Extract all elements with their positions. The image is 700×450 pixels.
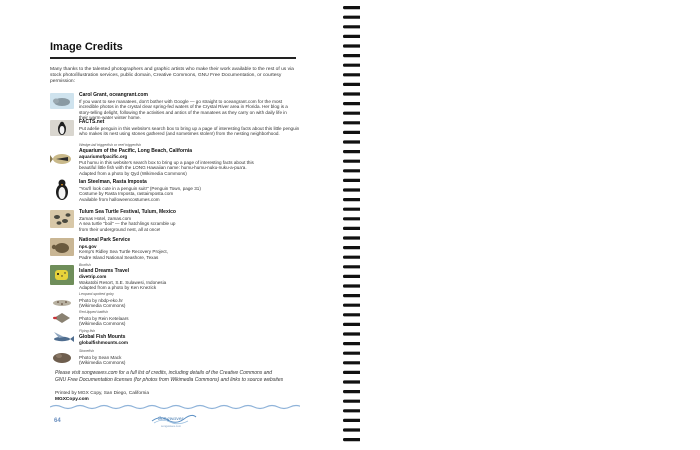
- credit-caption: Flying fish: [79, 329, 96, 333]
- spiral-binding: [342, 0, 362, 450]
- credit-caption: Wedge-tail triggerfish or reef triggerfish: [79, 143, 142, 147]
- credit-line: Adapted from a photo by Ken Knezick: [79, 285, 157, 291]
- credit-line: Available from halloweencostumes.com: [79, 196, 160, 202]
- credit-line: incredible photos in the crystal clear spring-fed waters of the Crystal River area in Florida. Her blog is a: [79, 104, 288, 110]
- credit-name: National Park Service: [79, 237, 131, 243]
- spiral-loop: [343, 294, 361, 297]
- spiral-loop: [343, 428, 361, 431]
- spiral-loop: [343, 313, 361, 316]
- credit-name: Global Fish Mounts: [79, 333, 126, 340]
- credit-line: Adapted from a photo by Qyd (Wikimedia Commons): [79, 170, 187, 176]
- credit-line: If you want to see manatees, don't bother with Google — go straight to oceangrant.com for the most: [79, 98, 283, 104]
- spiral-loop: [343, 284, 361, 287]
- credit-line: Put adelie penguin in this website's search box to bring up a page of interesting facts about this little penguin: [79, 125, 300, 131]
- credit-caption: Stonefish: [79, 349, 94, 353]
- spiral-loop: [343, 35, 361, 38]
- spiral-loop: [343, 64, 361, 67]
- credit-caption: Boxfish: [79, 263, 91, 267]
- footer-note-line: GNU Free Documentation licenses (for photos from Wikimedia Commons) and links to source websites: [55, 377, 284, 383]
- left-page: [0, 0, 330, 450]
- credit-link: globalfishmounts.com: [79, 340, 129, 346]
- penguin-photo-icon: [50, 120, 74, 136]
- credit-line: from their underground nest, all at once!: [79, 226, 161, 232]
- sea-turtle-photo-icon: [50, 238, 74, 256]
- printer-link[interactable]: MGXCopy.com: [55, 397, 89, 402]
- spiral-loop: [343, 409, 361, 412]
- credit-link: divetrip.com: [79, 274, 107, 280]
- credit-line: beautiful little fish with the LONG Hawaiian name: humu-humu-nuku-nuku-a-pua'a.: [79, 165, 247, 171]
- credit-line: Photo by nbdp-eko.hr: [79, 297, 123, 303]
- spiral-loop: [343, 83, 361, 86]
- spiral-loop: [343, 342, 361, 345]
- spiral-loop: [343, 265, 361, 268]
- spiral-loop: [343, 323, 361, 326]
- spiral-loop: [343, 217, 361, 220]
- credit-line: (Wikimedia Commons): [79, 303, 126, 309]
- credit-line: their warm-water winter home.: [79, 115, 141, 121]
- penguin-costume-photo-icon: [53, 178, 71, 202]
- spiral-loop: [343, 227, 361, 230]
- credit-line: Photo by Sean Mack: [79, 354, 122, 360]
- sea-turtle-hatchlings-photo-icon: [50, 210, 74, 228]
- spiral-loop: [343, 16, 361, 19]
- spiral-loop: [343, 304, 361, 307]
- spiral-loop: [343, 400, 361, 403]
- credit-line: Photo by Rein Ketelaars: [79, 315, 129, 321]
- manatee-photo-icon: [50, 93, 74, 109]
- credit-link: aquariumofpacific.org: [79, 154, 128, 160]
- spiral-loop: [343, 352, 361, 355]
- spiral-loop: [343, 169, 361, 172]
- spiral-loop: [343, 380, 361, 383]
- credit-line: Zamas Hotel, zamas.com: [79, 215, 132, 221]
- spiral-loop: [343, 256, 361, 259]
- boxfish-photo-icon: [50, 265, 74, 285]
- credit-line: (Wikimedia Commons): [79, 360, 126, 366]
- spiral-loop: [343, 160, 361, 163]
- credit-line: Padre Island National Seashore, Texas: [79, 254, 159, 260]
- wave-divider: [50, 404, 300, 410]
- credit-name: Aquarium of the Pacific, Long Beach, California: [79, 147, 193, 154]
- spiral-loop: [343, 112, 361, 115]
- printer-line: Printed by MGX Copy, San Diego, California: [55, 391, 150, 396]
- credit-name: Island Dreams Travel: [79, 267, 130, 274]
- intro-paragraph: Many thanks to the talented photographers and graphic artists who make their work available to the rest of us via stock photo/illustration services, public domain, Creative Commons, GNU Free Documentation, or courtesy permission:: [50, 67, 294, 84]
- page-title: Image Credits: [50, 41, 123, 53]
- printer-credit: [55, 391, 149, 403]
- credit-line: Costume by Rasta Imposta, rastaimposta.com: [79, 191, 174, 197]
- spiral-loop: [343, 25, 361, 28]
- flying-fish-photo-icon: [50, 331, 74, 345]
- spiral-loop: [343, 121, 361, 124]
- spiral-loop: [343, 198, 361, 201]
- spiral-loop: [343, 6, 361, 9]
- spiral-loop: [343, 332, 361, 335]
- credits-footer-note: [55, 370, 305, 384]
- credit-line: "You'll look cute in a penguin suit!" (Penguin Town, page 31): [79, 185, 201, 191]
- batfish-photo-icon: [50, 310, 74, 326]
- spiral-loop: [343, 150, 361, 153]
- right-page-blank: [360, 0, 700, 450]
- footer-note-line: Please visit songwaves.com for a full list of credits, including details of the Creative Commons and: [55, 370, 273, 376]
- spiral-loop: [343, 390, 361, 393]
- spiral-loop: [343, 179, 361, 182]
- credit-line: story-telling delight, following the activities and antics of the manatees as they carry on with daily life in: [79, 109, 287, 115]
- goby-photo-icon: [50, 296, 74, 310]
- spiral-loop: [343, 246, 361, 249]
- credit-line: Put humu in this website's search box to bring up a page of interesting facts about this: [79, 159, 254, 165]
- triggerfish-photo-icon: [50, 151, 74, 167]
- credit-name: Ian Steelman, Rasta Imposta: [79, 179, 147, 185]
- logo-url: songwaves.com: [161, 424, 182, 428]
- credit-caption: Leopard-spotted goby: [79, 292, 114, 296]
- logo-text: Songwaves: [158, 417, 184, 422]
- spiral-loop: [343, 208, 361, 211]
- credit-name: Carol Grant, oceangrant.com: [79, 92, 148, 98]
- credit-link: nps.gov: [79, 243, 97, 249]
- credit-caption: Red-lipped batfish: [79, 310, 108, 314]
- spiral-loop: [343, 73, 361, 76]
- credit-name: Tulum Sea Turtle Festival, Tulum, Mexico: [79, 209, 176, 215]
- spiral-loop: [343, 44, 361, 47]
- credit-line: Kemp's Ridley Sea Turtle Recovery Project,: [79, 249, 168, 255]
- spiral-loop: [343, 361, 361, 364]
- credit-line: who makes its nest using stones gathered (and sometimes stolen!) from the nesting neighborhood.: [79, 131, 280, 137]
- spiral-loop: [343, 131, 361, 134]
- credit-line: Wakatobi Resort, S.E. Sulawesi, Indonesia: [79, 279, 167, 285]
- spiral-loop: [343, 92, 361, 95]
- stonefish-photo-icon: [50, 349, 74, 365]
- page-number: 64: [54, 418, 61, 424]
- spiral-loop: [343, 188, 361, 191]
- credit-name: FACTS.net: [79, 119, 105, 125]
- spiral-loop: [343, 236, 361, 239]
- spiral-loop: [343, 438, 361, 441]
- spiral-loop: [343, 419, 361, 422]
- spiral-loop: [343, 371, 361, 374]
- credit-line: (Wikimedia Commons): [79, 321, 126, 327]
- spiral-loop: [343, 54, 361, 57]
- credit-line: A sea turtle "boil" — the hatchlings scramble up: [79, 221, 176, 227]
- spiral-loop: [343, 140, 361, 143]
- spiral-loop: [343, 275, 361, 278]
- title-rule: [50, 57, 296, 59]
- spiral-loop: [343, 102, 361, 105]
